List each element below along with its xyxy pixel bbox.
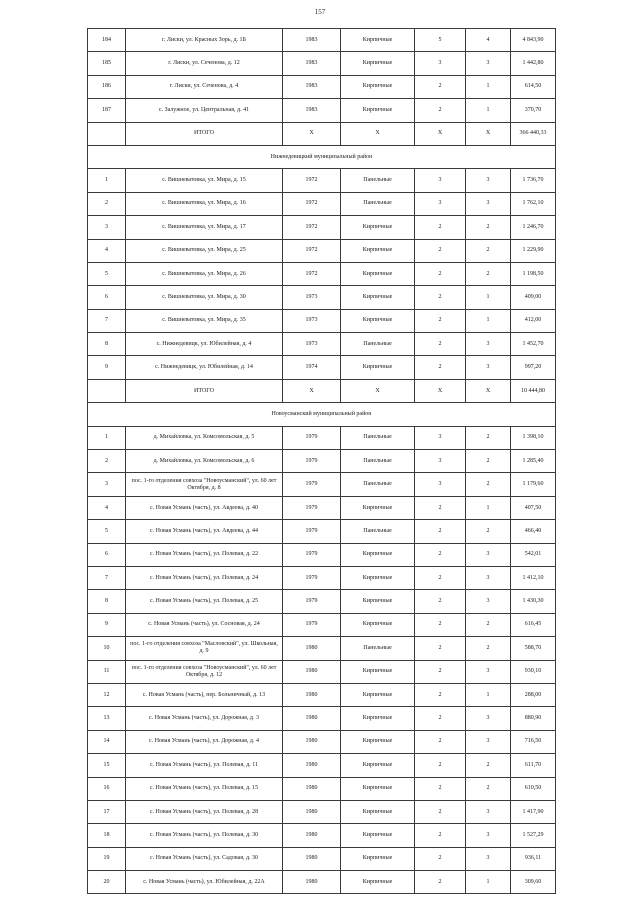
cell-address: с. Новая Усмань (часть), ул. Авдеева, д. 44 (126, 520, 283, 543)
total-cell-year-built: X (283, 379, 341, 402)
cell-entrances: 1 (466, 286, 511, 309)
cell-area: 1 246,70 (511, 216, 556, 239)
cell-entrances: 3 (466, 333, 511, 356)
cell-year-built: 1979 (283, 426, 341, 449)
cell-area: 4 843,90 (511, 29, 556, 52)
cell-address: с. Новая Усмань (часть), ул. Авдеева, д. 40 (126, 496, 283, 519)
cell-wall-material: Кирпичные (341, 707, 415, 730)
cell-address: с. Новая Усмань (часть), ул. Дорожная, д. 3 (126, 707, 283, 730)
cell-area: 1 412,10 (511, 566, 556, 589)
cell-wall-material: Кирпичные (341, 309, 415, 332)
cell-address: с. Вишневатовка, ул. Мира, д. 30 (126, 286, 283, 309)
cell-year-built: 1979 (283, 566, 341, 589)
cell-area: 610,50 (511, 777, 556, 800)
cell-year-built: 1979 (283, 543, 341, 566)
cell-row-number: 6 (88, 543, 126, 566)
cell-entrances: 3 (466, 566, 511, 589)
cell-year-built: 1980 (283, 847, 341, 870)
cell-row-number: 185 (88, 52, 126, 75)
cell-year-built: 1980 (283, 660, 341, 683)
table-row (88, 590, 556, 613)
cell-entrances: 2 (466, 426, 511, 449)
cell-floors: 2 (415, 777, 466, 800)
cell-entrances: 2 (466, 450, 511, 473)
table-row (88, 566, 556, 589)
cell-year-built: 1979 (283, 590, 341, 613)
cell-entrances: 1 (466, 871, 511, 894)
cell-entrances: 3 (466, 707, 511, 730)
cell-wall-material: Кирпичные (341, 356, 415, 379)
cell-address: с. Новая Усмань (часть), ул. Сосновая, д. 24 (126, 613, 283, 636)
cell-entrances: 3 (466, 660, 511, 683)
cell-year-built: 1983 (283, 29, 341, 52)
cell-wall-material: Панельные (341, 333, 415, 356)
table-row (88, 824, 556, 847)
cell-wall-material: Кирпичные (341, 824, 415, 847)
cell-floors: 2 (415, 286, 466, 309)
cell-entrances: 2 (466, 613, 511, 636)
table-row (88, 192, 556, 215)
cell-entrances: 3 (466, 543, 511, 566)
cell-address: с. Вишневатовка, ул. Мира, д. 16 (126, 192, 283, 215)
cell-wall-material: Кирпичные (341, 286, 415, 309)
cell-address: с. Новая Усмань (часть), пер. Больничный, д. 13 (126, 683, 283, 706)
cell-entrances: 3 (466, 730, 511, 753)
total-row (88, 379, 556, 402)
cell-address: с. Вишневатовка, ул. Мира, д. 17 (126, 216, 283, 239)
cell-address: г. Лиски, ул. Красных Зорь, д. 1Б (126, 29, 283, 52)
cell-row-number: 184 (88, 29, 126, 52)
cell-wall-material: Кирпичные (341, 660, 415, 683)
cell-area: 409,00 (511, 286, 556, 309)
cell-floors: 2 (415, 543, 466, 566)
cell-year-built: 1972 (283, 169, 341, 192)
cell-wall-material: Кирпичные (341, 777, 415, 800)
cell-row-number: 9 (88, 356, 126, 379)
cell-wall-material: Кирпичные (341, 52, 415, 75)
cell-floors: 2 (415, 99, 466, 122)
cell-floors: 2 (415, 707, 466, 730)
cell-address: с. Новая Усмань (часть), ул. Полевая, д. 24 (126, 566, 283, 589)
cell-area: 1 527,29 (511, 824, 556, 847)
table-row (88, 660, 556, 683)
cell-address: с. Вишневатовка, ул. Мира, д. 15 (126, 169, 283, 192)
cell-year-built: 1983 (283, 99, 341, 122)
cell-row-number: 10 (88, 637, 126, 660)
cell-address: с. Новая Усмань (часть), ул. Полевая, д. 25 (126, 590, 283, 613)
cell-row-number: 7 (88, 566, 126, 589)
cell-floors: 5 (415, 29, 466, 52)
section-title: Новоусманский муниципальный район (88, 403, 556, 426)
cell-wall-material: Панельные (341, 637, 415, 660)
cell-address: с. Новая Усмань (часть), ул. Полевая, д. 22 (126, 543, 283, 566)
cell-area: 309,60 (511, 871, 556, 894)
cell-address: д. Михайловка, ул. Комсомольская, д. 6 (126, 450, 283, 473)
cell-row-number: 14 (88, 730, 126, 753)
cell-year-built: 1974 (283, 356, 341, 379)
cell-wall-material: Кирпичные (341, 871, 415, 894)
cell-floors: 3 (415, 52, 466, 75)
total-cell-area: 366 440,33 (511, 122, 556, 145)
cell-area: 880,90 (511, 707, 556, 730)
cell-area: 997,20 (511, 356, 556, 379)
cell-floors: 2 (415, 356, 466, 379)
cell-year-built: 1979 (283, 473, 341, 496)
table-row (88, 333, 556, 356)
cell-floors: 3 (415, 169, 466, 192)
total-cell-year-built: X (283, 122, 341, 145)
cell-entrances: 3 (466, 590, 511, 613)
cell-empty (88, 379, 126, 402)
cell-address: с. Нижнедевицк, ул. Юбилейная, д. 14 (126, 356, 283, 379)
cell-row-number: 6 (88, 286, 126, 309)
cell-area: 1 398,10 (511, 426, 556, 449)
cell-row-number: 3 (88, 216, 126, 239)
cell-floors: 2 (415, 637, 466, 660)
cell-floors: 2 (415, 520, 466, 543)
table-row (88, 356, 556, 379)
cell-entrances: 2 (466, 637, 511, 660)
cell-row-number: 8 (88, 333, 126, 356)
cell-address: с. Нижнедевицк, ул. Юбилейная, д. 4 (126, 333, 283, 356)
cell-floors: 2 (415, 566, 466, 589)
cell-row-number: 187 (88, 99, 126, 122)
cell-area: 930,10 (511, 660, 556, 683)
cell-row-number: 1 (88, 426, 126, 449)
cell-wall-material: Кирпичные (341, 590, 415, 613)
cell-entrances: 3 (466, 52, 511, 75)
cell-area: 588,70 (511, 637, 556, 660)
cell-wall-material: Кирпичные (341, 496, 415, 519)
cell-entrances: 3 (466, 847, 511, 870)
total-cell-entrances: X (466, 379, 511, 402)
cell-entrances: 3 (466, 824, 511, 847)
cell-row-number: 5 (88, 520, 126, 543)
table-row (88, 613, 556, 636)
cell-year-built: 1973 (283, 286, 341, 309)
cell-area: 288,00 (511, 683, 556, 706)
cell-floors: 2 (415, 754, 466, 777)
cell-row-number: 2 (88, 450, 126, 473)
cell-address: с. Новая Усмань (часть), ул. Полевая, д. 28 (126, 800, 283, 823)
cell-entrances: 3 (466, 356, 511, 379)
cell-wall-material: Панельные (341, 426, 415, 449)
cell-entrances: 1 (466, 309, 511, 332)
cell-address: с. Новая Усмань (часть), ул. Полевая, д. 11 (126, 754, 283, 777)
cell-floors: 3 (415, 426, 466, 449)
cell-year-built: 1980 (283, 730, 341, 753)
total-label: ИТОГО (126, 122, 283, 145)
cell-row-number: 8 (88, 590, 126, 613)
section-row (88, 145, 556, 168)
table-row (88, 52, 556, 75)
cell-year-built: 1983 (283, 52, 341, 75)
cell-wall-material: Панельные (341, 169, 415, 192)
cell-floors: 2 (415, 75, 466, 98)
cell-year-built: 1980 (283, 683, 341, 706)
cell-row-number: 2 (88, 192, 126, 215)
cell-area: 1 736,70 (511, 169, 556, 192)
cell-row-number: 7 (88, 309, 126, 332)
cell-wall-material: Кирпичные (341, 239, 415, 262)
cell-wall-material: Кирпичные (341, 847, 415, 870)
cell-floors: 2 (415, 239, 466, 262)
cell-entrances: 2 (466, 754, 511, 777)
total-label: ИТОГО (126, 379, 283, 402)
table-row (88, 871, 556, 894)
total-cell-floors: X (415, 122, 466, 145)
cell-wall-material: Панельные (341, 450, 415, 473)
cell-row-number: 19 (88, 847, 126, 870)
cell-floors: 2 (415, 333, 466, 356)
cell-row-number: 16 (88, 777, 126, 800)
cell-row-number: 4 (88, 496, 126, 519)
cell-entrances: 2 (466, 473, 511, 496)
cell-year-built: 1972 (283, 262, 341, 285)
cell-area: 542,01 (511, 543, 556, 566)
cell-row-number: 18 (88, 824, 126, 847)
table-row (88, 520, 556, 543)
cell-area: 1 229,90 (511, 239, 556, 262)
cell-entrances: 4 (466, 29, 511, 52)
cell-floors: 2 (415, 800, 466, 823)
cell-area: 1 198,50 (511, 262, 556, 285)
cell-year-built: 1972 (283, 192, 341, 215)
table-row (88, 426, 556, 449)
cell-area: 1 430,30 (511, 590, 556, 613)
table-row (88, 730, 556, 753)
table-row (88, 496, 556, 519)
page-number: 157 (314, 8, 326, 16)
cell-floors: 2 (415, 216, 466, 239)
table-body (88, 29, 556, 894)
table-row (88, 707, 556, 730)
cell-year-built: 1973 (283, 333, 341, 356)
cell-area: 1 417,90 (511, 800, 556, 823)
cell-wall-material: Кирпичные (341, 730, 415, 753)
cell-wall-material: Панельные (341, 473, 415, 496)
cell-floors: 3 (415, 192, 466, 215)
cell-floors: 2 (415, 590, 466, 613)
cell-wall-material: Кирпичные (341, 543, 415, 566)
table-row (88, 262, 556, 285)
table-row (88, 99, 556, 122)
cell-year-built: 1980 (283, 754, 341, 777)
total-cell-wall-material: X (341, 379, 415, 402)
cell-entrances: 2 (466, 520, 511, 543)
cell-year-built: 1983 (283, 75, 341, 98)
cell-wall-material: Кирпичные (341, 566, 415, 589)
cell-entrances: 2 (466, 777, 511, 800)
cell-address: с. Новая Усмань (часть), ул. Дорожная, д. 4 (126, 730, 283, 753)
cell-wall-material: Кирпичные (341, 75, 415, 98)
cell-floors: 2 (415, 496, 466, 519)
cell-entrances: 2 (466, 216, 511, 239)
table-row (88, 75, 556, 98)
cell-address: с. Залужное, ул. Центральная, д. 41 (126, 99, 283, 122)
cell-floors: 2 (415, 309, 466, 332)
table-row (88, 473, 556, 496)
cell-year-built: 1980 (283, 707, 341, 730)
cell-wall-material: Кирпичные (341, 683, 415, 706)
cell-year-built: 1979 (283, 450, 341, 473)
cell-address: с. Новая Усмань (часть), ул. Полевая, д. 30 (126, 824, 283, 847)
table-row (88, 29, 556, 52)
table-row (88, 847, 556, 870)
cell-address: с. Новая Усмань (часть), ул. Полевая, д. 15 (126, 777, 283, 800)
table-row (88, 286, 556, 309)
cell-year-built: 1980 (283, 637, 341, 660)
cell-entrances: 3 (466, 169, 511, 192)
cell-wall-material: Панельные (341, 192, 415, 215)
cell-floors: 2 (415, 660, 466, 683)
total-cell-wall-material: X (341, 122, 415, 145)
cell-entrances: 1 (466, 496, 511, 519)
cell-address: с. Новая Усмань (часть), ул. Юбилейная, д. 22А (126, 871, 283, 894)
cell-address: с. Вишневатовка, ул. Мира, д. 25 (126, 239, 283, 262)
cell-area: 1 179,60 (511, 473, 556, 496)
cell-row-number: 9 (88, 613, 126, 636)
cell-year-built: 1972 (283, 216, 341, 239)
cell-area: 1 285,40 (511, 450, 556, 473)
cell-entrances: 1 (466, 99, 511, 122)
cell-wall-material: Кирпичные (341, 29, 415, 52)
cell-address: г. Лиски, ул. Сеченова, д. 12 (126, 52, 283, 75)
cell-row-number: 13 (88, 707, 126, 730)
cell-year-built: 1980 (283, 777, 341, 800)
cell-row-number: 3 (88, 473, 126, 496)
cell-floors: 2 (415, 613, 466, 636)
cell-year-built: 1980 (283, 871, 341, 894)
cell-area: 1 452,70 (511, 333, 556, 356)
cell-entrances: 3 (466, 192, 511, 215)
cell-address: с. Вишневатовка, ул. Мира, д. 35 (126, 309, 283, 332)
cell-address: с. Новая Усмань (часть), ул. Садовая, д. 30 (126, 847, 283, 870)
cell-year-built: 1980 (283, 824, 341, 847)
cell-area: 936,11 (511, 847, 556, 870)
cell-floors: 2 (415, 730, 466, 753)
cell-year-built: 1979 (283, 520, 341, 543)
cell-area: 614,50 (511, 75, 556, 98)
cell-row-number: 17 (88, 800, 126, 823)
cell-area: 412,00 (511, 309, 556, 332)
cell-entrances: 2 (466, 262, 511, 285)
cell-wall-material: Кирпичные (341, 754, 415, 777)
cell-area: 370,70 (511, 99, 556, 122)
cell-address: пос. 1-го отделения совхоза "Новоусманский", ул. 60 лет Октября, д. 8 (126, 473, 283, 496)
total-cell-entrances: X (466, 122, 511, 145)
cell-area: 616,45 (511, 613, 556, 636)
table-row (88, 800, 556, 823)
section-title: Нижнедевицкий муниципальный район (88, 145, 556, 168)
cell-address: г. Лиски, ул. Сеченова, д. 4 (126, 75, 283, 98)
table-row (88, 239, 556, 262)
cell-entrances: 1 (466, 75, 511, 98)
table-row (88, 637, 556, 660)
cell-row-number: 1 (88, 169, 126, 192)
table-row (88, 450, 556, 473)
cell-year-built: 1980 (283, 800, 341, 823)
housing-table (87, 28, 556, 894)
cell-year-built: 1973 (283, 309, 341, 332)
cell-area: 716,50 (511, 730, 556, 753)
table-row (88, 169, 556, 192)
table-row (88, 777, 556, 800)
cell-wall-material: Кирпичные (341, 99, 415, 122)
cell-row-number: 186 (88, 75, 126, 98)
cell-floors: 2 (415, 683, 466, 706)
table-row (88, 683, 556, 706)
cell-wall-material: Кирпичные (341, 262, 415, 285)
total-cell-area: 10 444,80 (511, 379, 556, 402)
cell-area: 611,70 (511, 754, 556, 777)
cell-row-number: 12 (88, 683, 126, 706)
cell-year-built: 1972 (283, 239, 341, 262)
section-row (88, 403, 556, 426)
cell-floors: 3 (415, 450, 466, 473)
cell-row-number: 5 (88, 262, 126, 285)
cell-row-number: 15 (88, 754, 126, 777)
table-row (88, 309, 556, 332)
cell-wall-material: Панельные (341, 520, 415, 543)
cell-wall-material: Кирпичные (341, 800, 415, 823)
cell-floors: 2 (415, 871, 466, 894)
cell-address: пос. 1-го отделения совхоза "Масловский", ул. Школьная, д. 9 (126, 637, 283, 660)
table-row (88, 216, 556, 239)
cell-floors: 2 (415, 262, 466, 285)
cell-wall-material: Кирпичные (341, 216, 415, 239)
cell-floors: 2 (415, 824, 466, 847)
cell-area: 407,50 (511, 496, 556, 519)
cell-area: 1 762,10 (511, 192, 556, 215)
cell-area: 1 442,80 (511, 52, 556, 75)
cell-wall-material: Кирпичные (341, 613, 415, 636)
cell-row-number: 11 (88, 660, 126, 683)
cell-entrances: 1 (466, 683, 511, 706)
cell-address: д. Михайловка, ул. Комсомольская, д. 5 (126, 426, 283, 449)
cell-entrances: 3 (466, 800, 511, 823)
cell-row-number: 20 (88, 871, 126, 894)
cell-row-number: 4 (88, 239, 126, 262)
cell-floors: 2 (415, 847, 466, 870)
table-row (88, 543, 556, 566)
cell-floors: 3 (415, 473, 466, 496)
cell-year-built: 1979 (283, 613, 341, 636)
cell-entrances: 2 (466, 239, 511, 262)
cell-address: с. Вишневатовка, ул. Мира, д. 26 (126, 262, 283, 285)
cell-year-built: 1979 (283, 496, 341, 519)
total-cell-floors: X (415, 379, 466, 402)
cell-address: пос. 1-го отделения совхоза "Новоусманский", ул. 60 лет Октября, д. 12 (126, 660, 283, 683)
table-row (88, 754, 556, 777)
cell-empty (88, 122, 126, 145)
total-row (88, 122, 556, 145)
cell-area: 466,40 (511, 520, 556, 543)
